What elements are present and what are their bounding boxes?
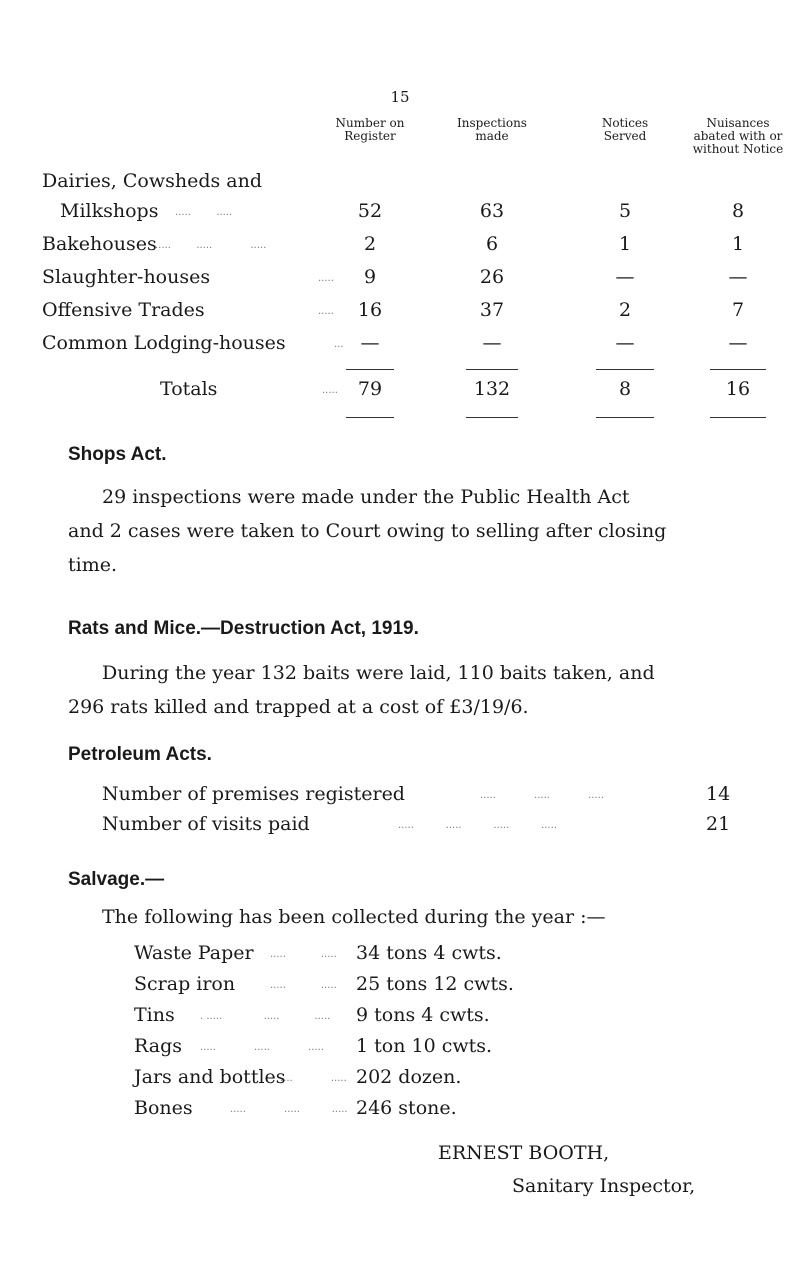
- col-header-nuisances: Nuisances abated with or without Notice: [692, 116, 784, 156]
- table-cell: 9: [363, 266, 377, 288]
- table-cell: 16: [357, 299, 383, 321]
- table-cell: 26: [479, 266, 505, 288]
- leader-dots: .....: [318, 306, 334, 317]
- list-item-value: 14: [706, 783, 731, 805]
- paragraph-line: time.: [68, 554, 118, 576]
- divider: [710, 369, 766, 370]
- table-cell: 1: [618, 233, 632, 255]
- table-cell: —: [615, 266, 635, 288]
- row-label: Offensive Trades: [42, 299, 205, 321]
- table-cell: —: [615, 332, 635, 354]
- salvage-intro: The following has been collected during the year :—: [102, 906, 606, 928]
- row-label: Common Lodging-houses: [42, 332, 286, 354]
- list-item-value: 9 tons 4 cwts.: [356, 1004, 490, 1026]
- table-cell: 7: [731, 299, 745, 321]
- divider: [596, 417, 654, 418]
- paragraph-line: During the year 132 baits were laid, 110 baits taken, and: [102, 662, 655, 684]
- section-heading-rats: Rats and Mice.—Destruction Act, 1919.: [68, 618, 419, 639]
- paragraph-line: 29 inspections were made under the Public Health Act: [102, 486, 630, 508]
- totals-cell: 16: [725, 378, 751, 400]
- list-item-label: Number of visits paid: [102, 813, 310, 835]
- list-item-value: 21: [706, 813, 731, 835]
- divider: [346, 417, 394, 418]
- leader-dots: .....: [322, 385, 338, 396]
- leader-dots: ..... ..... .....: [480, 790, 604, 801]
- divider: [710, 417, 766, 418]
- table-cell: 52: [357, 200, 383, 222]
- leader-dots: ..... .....: [175, 207, 233, 218]
- divider: [596, 369, 654, 370]
- table-cell: 2: [363, 233, 377, 255]
- signature-name: ERNEST BOOTH,: [438, 1142, 610, 1164]
- table-cell: —: [728, 332, 748, 354]
- section-heading-shops-act: Shops Act.: [68, 444, 167, 465]
- totals-label: Totals: [160, 378, 218, 400]
- leader-dots: ..... ..... ..... .....: [398, 820, 557, 831]
- list-item-label: Number of premises registered: [102, 783, 405, 805]
- list-item-value: 246 stone.: [356, 1097, 457, 1119]
- table-cell: 63: [479, 200, 505, 222]
- table-cell: 37: [479, 299, 505, 321]
- totals-cell: 8: [618, 378, 632, 400]
- row-label: Bakehouses: [42, 233, 157, 255]
- leader-dots: ...: [334, 339, 344, 350]
- list-item-label: Bones: [134, 1097, 193, 1119]
- table-cell: —: [482, 332, 502, 354]
- list-item-label: Tins: [134, 1004, 175, 1026]
- leader-dots: ..... .....: [270, 949, 337, 960]
- signature-title: Sanitary Inspector,: [512, 1175, 696, 1197]
- col-header-register: Number on Register: [335, 116, 405, 143]
- leader-dots: ..... ..... .....: [155, 240, 267, 251]
- list-item-value: 202 dozen.: [356, 1066, 462, 1088]
- totals-cell: 79: [357, 378, 383, 400]
- table-cell: —: [360, 332, 380, 354]
- col-header-inspections: Inspections made: [457, 116, 527, 143]
- list-item-value: 25 tons 12 cwts.: [356, 973, 514, 995]
- row-label-line1: Dairies, Cowsheds and: [42, 170, 263, 192]
- leader-dots: ..... .....: [270, 980, 337, 991]
- list-item-label: Jars and bottles: [134, 1066, 286, 1088]
- list-item-label: Waste Paper: [134, 942, 254, 964]
- section-heading-petroleum: Petroleum Acts.: [68, 744, 212, 765]
- col-header-notices: Notices Served: [601, 116, 649, 143]
- list-item-label: Scrap iron: [134, 973, 236, 995]
- table-cell: 6: [485, 233, 499, 255]
- divider: [346, 369, 394, 370]
- paragraph-line: 296 rats killed and trapped at a cost of £3/19/6.: [68, 696, 529, 718]
- leader-dots: .... .....: [280, 1073, 347, 1084]
- row-label: Slaughter-houses: [42, 266, 211, 288]
- leader-dots: . ..... ..... .....: [200, 1011, 331, 1022]
- leader-dots: .....: [318, 273, 334, 284]
- leader-dots: ..... ..... .....: [200, 1042, 324, 1053]
- table-cell: 1: [731, 233, 745, 255]
- list-item-value: 1 ton 10 cwts.: [356, 1035, 493, 1057]
- totals-cell: 132: [473, 378, 511, 400]
- leader-dots: ..... ..... .....: [230, 1104, 348, 1115]
- row-label: Milkshops: [60, 200, 159, 222]
- divider: [466, 417, 518, 418]
- divider: [466, 369, 518, 370]
- table-cell: 5: [618, 200, 632, 222]
- page-number: 15: [390, 88, 410, 106]
- list-item-value: 34 tons 4 cwts.: [356, 942, 502, 964]
- list-item-label: Rags: [134, 1035, 182, 1057]
- paragraph-line: and 2 cases were taken to Court owing to selling after closing: [68, 520, 667, 542]
- table-cell: 8: [731, 200, 745, 222]
- table-cell: —: [728, 266, 748, 288]
- section-heading-salvage: Salvage.—: [68, 869, 165, 890]
- table-cell: 2: [618, 299, 632, 321]
